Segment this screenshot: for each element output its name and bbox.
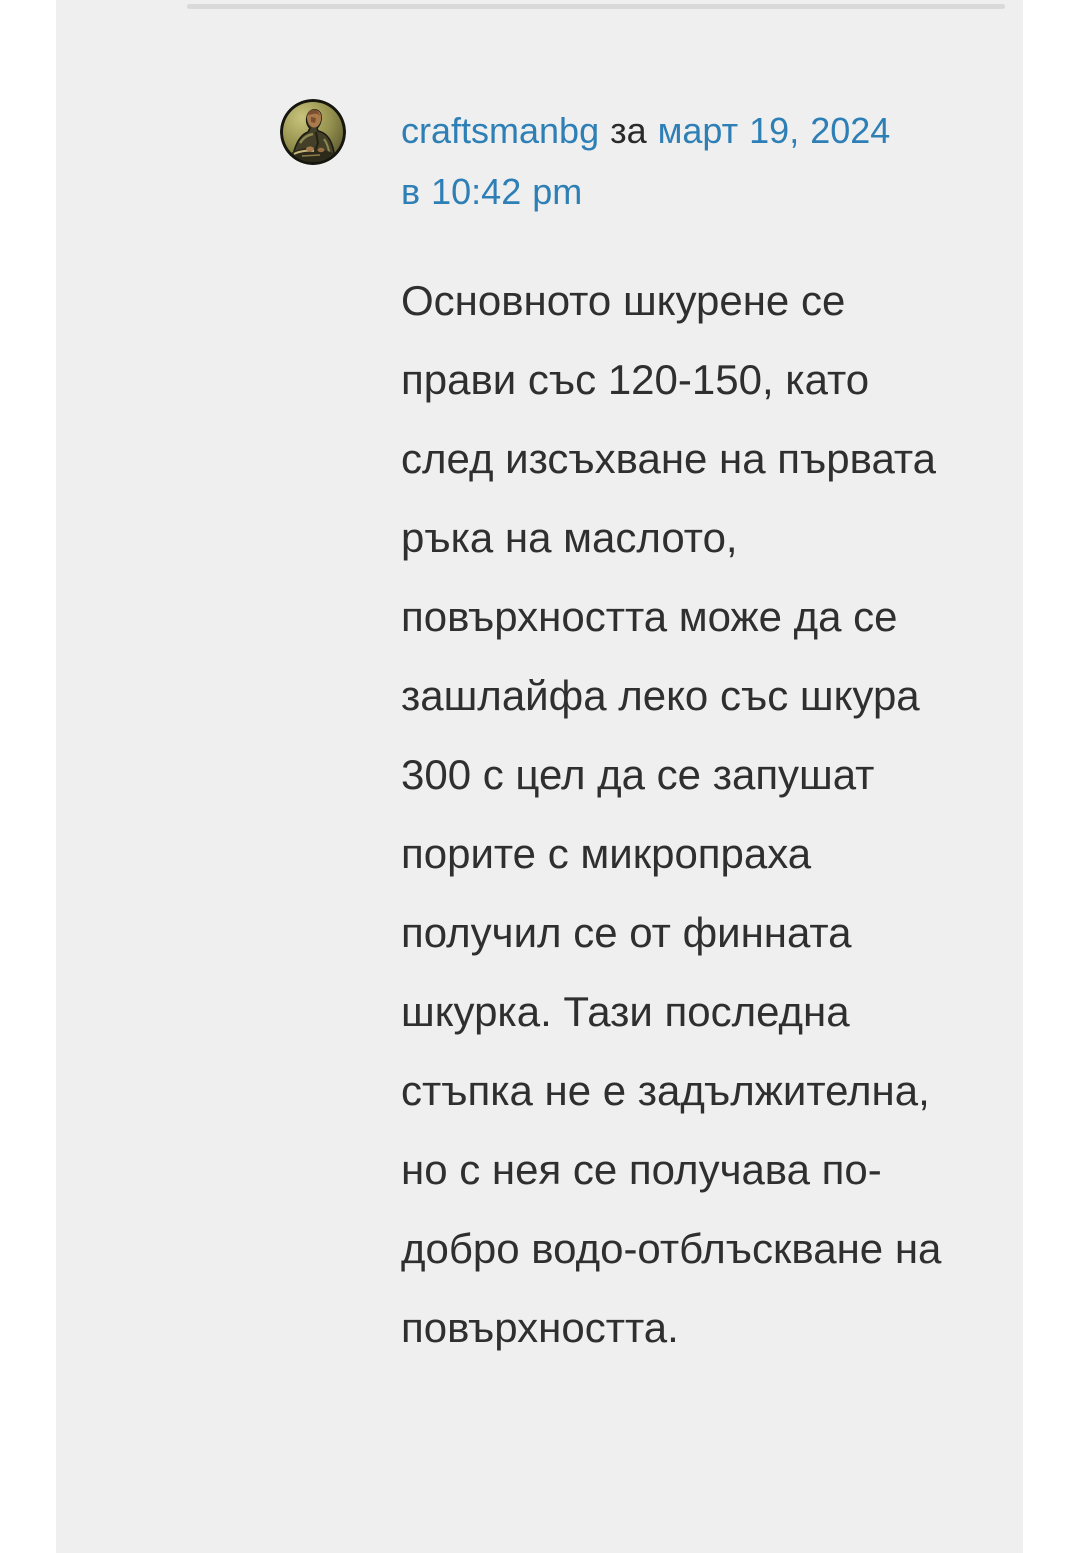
comment-meta <box>401 100 906 222</box>
avatar <box>280 99 346 165</box>
comment-meta-separator: за <box>610 110 647 151</box>
comment-divider <box>187 4 1005 9</box>
craftsman-avatar-icon <box>280 152 346 165</box>
comment-body <box>401 261 946 1367</box>
comment-date-link[interactable]: март 19, 2024 в 10:42 pm <box>401 110 891 212</box>
comment-author-link[interactable]: craftsmanbg <box>401 110 600 151</box>
comment-text: Основното шкурене се прави със 120-150, като след изсъхване на първата ръка на маслото, повърхността може да се зашлайфа леко със шкура 300 с цел да се запушат порите с микропраха получил се от финната шкурка. Тази последна стъпка не е задължителна, но с нея се получава по-добро водо-отблъскване на повърхността. <box>401 277 942 1351</box>
comments-section <box>56 0 1023 1553</box>
